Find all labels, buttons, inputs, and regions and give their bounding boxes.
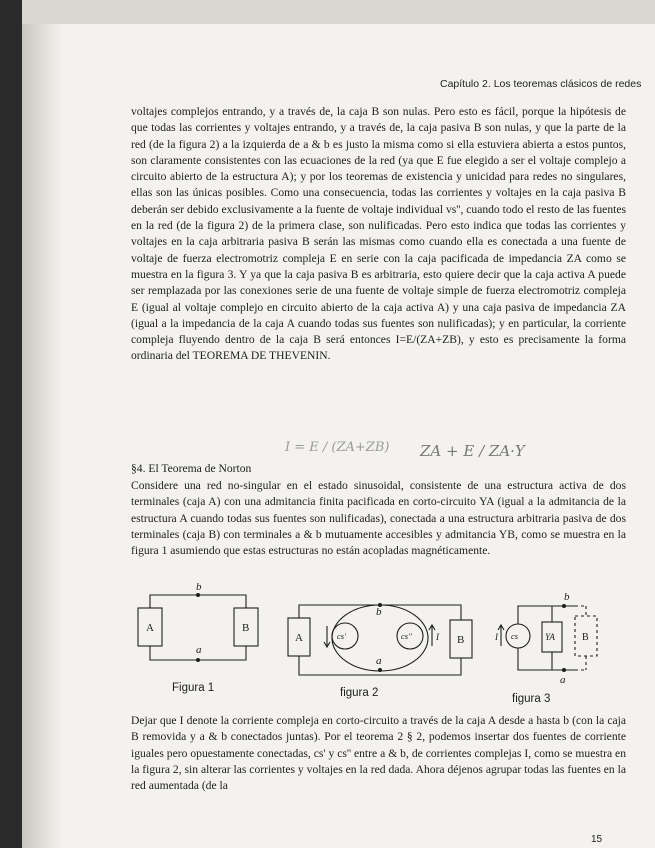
handwritten-note-left: I = E / (ZA+ZB) xyxy=(285,440,390,455)
fig2-node-a-label: a xyxy=(376,655,382,667)
fig2-source-cs1-label: cs' xyxy=(337,631,346,641)
section-title-norton: §4. El Teorema de Norton xyxy=(131,462,252,475)
fig1-box-b-label: B xyxy=(242,622,250,634)
paragraph-norton-proof: Dejar que I denote la corriente compleja en corto-circuito a través de la caja A desde a hasta b (con la caja B removida y a & b conectados juntas). Por el teorema 2 § 2, podemos insertar dos fuentes de corriente iguales pero opuestamente conectadas, cs' y cs'' entre a & b, de corrientes complejas I, como se muestra en la figura 2, sin alterar las corrientes y voltajes en la red dada. Ahora déjenos agrupar todas las fuentes en la red aumentada (de la xyxy=(131,714,626,793)
fig2-current-label: I xyxy=(436,632,439,642)
figure-1-caption: Figura 1 xyxy=(172,682,215,694)
paragraph-thevenin: voltajes complejos entrando, y a través de, la caja B son nulas. Pero esto es fácil, porque la hipótesis de que todas las corrientes y voltajes entrando, y a través de, la caja pasiva B son nulas, y que la parte de la red (de la figura 2) a la izquierda de a & b es justo la misma como si ella estuviera abierta a estos puntos, son claramente consistentes con las ecuaciones de la red (ya que E fue elegido a ser el voltaje complejo a circuito abierto de la estructura A); y por los teoremas de existencia y unicidad para redes no singulares, ellas son las únicas posibles. Como una consecuencia, todas las corrientes y voltajes en la caja pasiva B deberán ser debido exclusivamente a la fuente de voltaje individual vs'', cuando todo el resto de las fuentes en la red (de la figura 2) de la primera clase, son nulificadas. Pero esto indica que todas las corrientes y voltajes en la caja arbitraria pasiva B serán las mismas como cuando ella es conectada a una fuente de voltaje de fuerza electromotriz compleja E en serie con la caja pacificada de impedancia ZA como se muestra en la figura 3. Y ya que la caja pasiva B es arbitraria, esto quiere decir que la caja activa A puede ser remplazada por las conexiones serie de una fuente de voltaje simple de fuerza electromotriz compleja E (igual al voltaje complejo en circuito abierto de la caja activa A) y una caja pasiva de impedancia ZA (igual a la impedancia de la caja A cuando todas sus fuentes son nulificadas); y en particular, la corriente compleja fluyendo dentro de la caja B será entonces I=E/(ZA+ZB), y esto es precisamente la forma ordinaria del TEOREMA DE THEVENIN. xyxy=(131,105,626,363)
fig3-source-label: cs xyxy=(511,631,519,641)
figure-3-diagram xyxy=(498,605,575,672)
fig3-admittance-label: YA xyxy=(545,632,555,642)
fig2-node-b-label: b xyxy=(376,606,382,618)
fig3-node-b-label: b xyxy=(564,591,570,603)
fig1-box-a-label: A xyxy=(146,622,154,634)
figure-2-caption: figura 2 xyxy=(340,687,379,699)
page-number: 15 xyxy=(591,834,603,845)
fig2-box-b-label: B xyxy=(457,634,465,646)
handwritten-note-right: ZA + E / ZA·Y xyxy=(420,442,525,460)
fig3-current-label: I xyxy=(495,632,498,642)
fig2-box-a-label: A xyxy=(295,632,303,644)
fig3-box-b-label: B xyxy=(582,632,589,643)
figure-3-caption: figura 3 xyxy=(512,693,551,705)
paragraph-norton: Considere una red no-singular en el estado sinusoidal, consistente de una estructura activa de dos terminales (caja A) con una admitancia finita pacificada en corto-circuito YA (igual a la admitancia de la estructura A cuando todas sus fuentes son nulificadas), conectada a una estructura arbitraria pasiva de dos terminales (caja B) con terminales a & b mutuamente accesibles y admitancia YB, como se muestra en la figura 1 asumiendo que estas estructuras no están acopladas magnéticamente. xyxy=(131,479,626,558)
fig2-source-cs2-label: cs'' xyxy=(401,631,412,641)
running-header: Capítulo 2. Los teoremas clásicos de redes xyxy=(440,78,642,90)
fig1-node-b-label: b xyxy=(196,581,202,593)
fig3-node-a-label: a xyxy=(560,674,566,686)
fig1-node-a-label: a xyxy=(196,644,202,656)
